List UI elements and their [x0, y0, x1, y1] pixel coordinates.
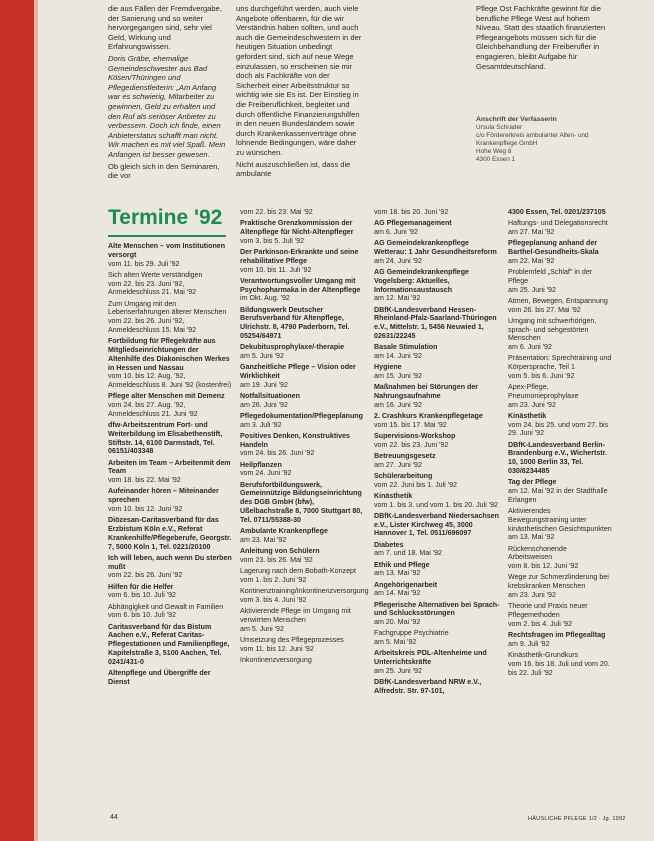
event-detail: Aktivierende Pflege im Umgang mit verwirrten Menschen [240, 606, 351, 624]
event-title: Ganzheitliche Pflege – Vision oder Wirklichkeit [240, 363, 356, 380]
event-title: AG Gemeindekrankenpflege Wetterau: 1 Jahr Gesundheitsreform [374, 239, 497, 256]
event-detail: am 25. Juni '92 [374, 666, 422, 675]
event-entry [508, 268, 612, 294]
event-title: Pflegerische Alternativen bei Sprach- und Schlucksstörungen [374, 600, 500, 618]
event-entry [240, 527, 366, 545]
termine-column-3 [374, 208, 500, 698]
event-entry [508, 354, 612, 380]
event-entry [240, 412, 366, 430]
event-entry [374, 452, 500, 470]
event-title: Ethik und Pflege [374, 560, 430, 569]
event-entry [508, 208, 612, 217]
article-column-1 [108, 4, 228, 183]
event-entry [108, 487, 232, 513]
event-detail: Haftungs- und Delegationsrecht [508, 219, 608, 228]
event-detail: am 25. Juni '92 [508, 285, 556, 294]
article-paragraph: Ob gleich sich in den Seminaren, die vor [108, 161, 220, 181]
event-detail: vom 22. bis 26. Juni '92, Anmeldeschluss 15. Mai '92 [108, 317, 197, 334]
event-title: Arbeiten im Team – Arbeitenmit dem Team [108, 458, 231, 476]
event-detail: vom 3. bis 4. Juni '92 [240, 595, 307, 604]
event-entry [240, 277, 366, 303]
event-detail: Theorie und Praxis neuer Pflegemethoden [508, 602, 588, 619]
address-line: c/o Fördererkreis ambulanter Alten- und Krankenpflege GmbH [476, 132, 589, 147]
event-title: Pflegeplanung anhand der Barthel-Gesundheits-Skala [508, 239, 599, 256]
event-detail: vom 22. bis 26. Juni '92 [108, 571, 183, 580]
event-detail: Inkontinenzversorgung [240, 655, 312, 664]
event-detail: vom 11. bis 29. Juli '92 [108, 259, 180, 268]
event-entry [240, 343, 366, 361]
event-entry [240, 636, 366, 654]
event-detail: am 23. Mai '92 [240, 535, 287, 544]
event-detail: vom 6. bis 10. Juli '92 [108, 611, 176, 620]
event-entry [240, 461, 366, 479]
event-title: Notfallsituationen [240, 391, 300, 400]
event-entry [374, 541, 500, 559]
event-entry [508, 507, 612, 542]
event-entry [374, 472, 500, 490]
event-detail: Umsetzung des Pflegeprozesses [240, 635, 344, 644]
event-entry [240, 547, 366, 565]
event-entry [374, 678, 500, 696]
event-title: Pflegedokumentation/Pflegeplanung [240, 411, 363, 420]
event-title: Tag der Pflege [508, 478, 557, 487]
event-title: Kinästhetik [374, 491, 413, 500]
event-title: AG Gemeindekrankenpflege Vogelsberg: Aktuelles, Informationsaustausch [374, 267, 470, 294]
event-detail: vom 2. bis 4. Juli '92 [508, 619, 573, 628]
event-detail: am 13. Mai '92 [508, 533, 555, 542]
event-entry [374, 412, 500, 430]
event-detail: am 20. Mai '92 [374, 618, 421, 627]
event-detail: vom 1. bis 3. und vom 1. bis 20. Juli '92 [374, 500, 498, 509]
event-detail: am 19. Juni '92 [240, 380, 288, 389]
event-detail: vom 10. bis 12. Aug. '92, Anmeldeschluss 8. Juni '92 (kostenfrei) [108, 372, 232, 390]
event-title: Diözesan-Caritasverband für das Erzbistum Köln e.V., Referat Krankenhilfe/Pflegeberufe, Georgstr. 7, 5000 Köln 1, Tel. 0221/20100 [108, 516, 232, 551]
event-detail: Sich alten Werte verständigen [108, 270, 203, 279]
event-title: Berufsfortbildungswerk, Gemeinnützige Bildungseinrichtung des DGB GmbH (bfw), Ußelbachstraße 8, 7000 Stuttgart 80, Tel. 0711/55388-30 [240, 480, 363, 524]
event-entry [374, 649, 500, 675]
event-title: 2. Crashkurs Krankenpflegetage [374, 411, 483, 420]
event-detail: vom 10. bis 11. Juli '92 [240, 265, 312, 274]
event-detail: Rückenschonende Arbeitsweisen [508, 544, 567, 562]
article-paragraph: Nicht auszuschließen ist, dass die ambulante [236, 159, 351, 179]
event-detail: vom 24. bis 26. Juni '92 [240, 449, 315, 458]
event-entry [108, 392, 232, 418]
event-entry [374, 363, 500, 381]
event-entry [240, 481, 366, 525]
event-entry [508, 412, 612, 438]
event-detail: am 23. Juni '92 [508, 590, 556, 599]
event-entry [108, 300, 232, 335]
event-detail: am 14. Mai '92 [374, 589, 421, 598]
event-detail: am 26. Juni '92 [240, 400, 288, 409]
event-detail: am 13. Mai '92 [374, 569, 421, 578]
event-entry [374, 492, 500, 510]
event-title: Ich will leben, auch wenn Du sterben mußt [108, 553, 232, 571]
event-detail: Problemfeld „Schlaf" in der Pflege [508, 267, 593, 285]
event-title: Angehörigenarbeit [374, 580, 438, 589]
event-entry [374, 208, 500, 217]
event-detail: vom 18. bis 20. Juni '92 [374, 208, 449, 216]
event-detail: am 23. Juni '92 [508, 400, 556, 409]
event-detail: am 7. und 18. Mai '92 [374, 549, 442, 558]
event-title: Bildungswerk Deutscher Berufsverband für Altenpflege, Ulrichstr. 8, 4790 Paderborn, Tel. 05254/64971 [240, 305, 350, 340]
event-title: Arbeitskreis PDL-Altenheime und Unterrichtskräfte [374, 649, 487, 667]
event-detail: am 5. Juni '92 [240, 624, 284, 633]
article-paragraph: Doris Gräbe, ehemalige Gemeindeschwester aus Bad Kösen/Thüringen und Pflegedienstleiterin: „Am Anfang war es schwierig, Mitarbeiter zu gewinnen, Geld zu erhalten und den Ruf als seriöser Anbieter zu verbessern. Doch ich finde, einen Anbieterstatus schafft man nicht. Wir machen es mit viel Spaß. Mein Anfangen ist besser gewesen. [108, 53, 226, 159]
event-detail: am 16. Juni '92 [374, 400, 422, 409]
event-detail: im Okt. Aug. '92 [240, 294, 290, 303]
event-entry [240, 248, 366, 274]
event-entry [240, 208, 366, 217]
event-detail: am 6. Juni '92 [374, 227, 418, 236]
event-title: 4300 Essen, Tel. 0201/237105 [508, 208, 606, 216]
event-detail: Präsentation: Sprechtraining und Körpersprache, Teil 1 [508, 354, 612, 372]
event-detail: Aktivierendes Bewegungstraining unter kinästhetischen Gesichtspunkten [508, 507, 612, 533]
page-number: 44 [110, 814, 118, 821]
event-entry [240, 586, 369, 605]
event-entry [108, 603, 232, 621]
event-detail: vom 26. bis 27. Mai '92 [508, 305, 581, 314]
event-detail: Fachgruppe Psychiatrie [374, 629, 449, 638]
event-detail: vom 15. bis 17. Mai '92 [374, 420, 447, 429]
event-title: DBfK-Landesverband NRW e.V., Alfredstr. Str. 97-101, [374, 678, 482, 695]
event-entry [508, 441, 612, 476]
event-entry [508, 478, 612, 504]
event-detail: vom 8. bis 12. Juni '92 [508, 562, 579, 571]
event-entry [374, 629, 500, 647]
author-address [476, 116, 608, 164]
author-address-lines [476, 124, 608, 164]
event-detail: Wege zur Schmerzlinderung bei krebskranken Menschen [508, 573, 609, 591]
event-title: DBfK-Landesverband Berlin-Brandenburg e.V., Wichertstr. 10, 1000 Berlin 33, Tel. 030/8234485 [508, 440, 608, 476]
event-detail: vom 22. bis 23. Juni '92, Anmeldeschluss 21. Mai '92 [108, 279, 197, 297]
event-title: Kinästhetik [508, 411, 547, 420]
event-entry [508, 383, 612, 409]
event-entry [508, 317, 612, 352]
event-detail: am 9. Juli '92 [508, 639, 550, 648]
event-title: Maßnahmen bei Störungen der Nahrungsaufnahme [374, 383, 479, 400]
event-entry [508, 297, 612, 315]
event-title: Alte Menschen – vom Institutionen versorgt [108, 242, 226, 259]
event-title: Praktische Grenzkommission der Altenpflege für Nicht-Altenpfleger [240, 219, 354, 236]
event-title: Basale Stimulation [374, 343, 438, 352]
event-title: DBfK-Landesverband Hessen-Rheinland-Pfalz-Saarland-Thüringen e.V., Mittelstr. 1, 5456 Neuwied 1, 02631/22245 [374, 305, 497, 340]
event-detail: am 5. Mai '92 [374, 638, 417, 647]
event-title: Supervisions-Workshop [374, 431, 456, 440]
event-detail: vom 1. bis 2. Juni '92 [240, 575, 307, 584]
event-title: Anleitung von Schülern [240, 546, 320, 555]
event-entry [374, 512, 500, 538]
event-title: Diabetes [374, 540, 404, 549]
event-entry [240, 567, 366, 585]
event-detail: vom 6. bis 10. Juli '92 [108, 591, 176, 600]
event-entry [108, 271, 232, 297]
event-detail: vom 11. bis 12. Juni '92 [240, 644, 314, 653]
event-entry [240, 392, 366, 410]
event-detail: am 14. Juni '92 [374, 351, 422, 360]
address-line: Hohe Weg 8 [476, 148, 512, 155]
event-detail: vom 22. Juni bis 1. Juli '92 [374, 480, 457, 489]
event-entry [508, 602, 612, 628]
title-rule [108, 235, 226, 237]
event-detail: am 27. Juni '92 [374, 460, 422, 469]
event-entry [108, 242, 232, 268]
event-detail: Kontinenztraining/Inkontinenzversorgung [240, 586, 369, 595]
event-entry [240, 656, 366, 665]
event-detail: vom 5. bis 6. Juni '92 [508, 371, 575, 380]
event-entry [108, 459, 232, 485]
event-entry [374, 268, 500, 303]
event-detail: Zum Umgang mit den Lebenserfahrungen älterer Menschen [108, 299, 227, 317]
red-binding-strip [0, 0, 34, 841]
termine-column-1 [108, 242, 232, 689]
event-entry [108, 669, 232, 687]
event-entry [108, 421, 232, 456]
event-detail: am 15. Juni '92 [374, 371, 422, 380]
address-line: 4300 Essen 1 [476, 156, 516, 163]
event-title: Dekubitusprophylaxe/-therapie [240, 343, 345, 352]
termine-column-4 [508, 208, 612, 680]
event-detail: Lagerung nach dem Bobath-Konzept [240, 566, 356, 575]
event-detail: Atmen, Bewegen, Entspannung [508, 296, 608, 305]
event-detail: am 6. Juni '92 [508, 343, 552, 352]
event-detail: vom 22. bis 23. Mai '92 [240, 208, 313, 216]
event-title: Pflege alter Menschen mit Demenz [108, 392, 225, 401]
author-address-heading: Anschrift der Verfasserin [476, 116, 557, 123]
article-paragraph: die aus Fällen der Fremdvergabe, der Sanierung und so weiter hervorgegangen sind, sehr viel Geld, Wirkung und Erfahrungswissen. [108, 4, 222, 52]
event-title: DBfK-Landesverband Niedersachsen e.V., Lister Kirchweg 45, 3000 Hannover 1, Tel. 0511/696097 [374, 511, 499, 538]
event-entry [508, 239, 612, 265]
event-detail: vom 3. bis 5. Juli '92 [240, 236, 305, 245]
event-entry [374, 581, 500, 599]
journal-footer: HÄUSLICHE PFLEGE 1/2 · Jg. 1992 [528, 816, 626, 822]
event-title: Altenpflege und Übergriffe der Dienst [108, 668, 211, 686]
event-title: Schülerarbeitung [374, 471, 433, 480]
event-detail: am 12. Mai '92 [374, 294, 421, 303]
event-title: Betreuungsgesetz [374, 451, 436, 460]
event-detail: vom 24. bis 25. und vom 27. bis 29. Juni '92 [508, 420, 609, 438]
event-detail: vom 18. bis 22. Mai '92 [108, 476, 181, 485]
event-detail: vom 16. bis 18. Juli und vom 20. bis 22. Juli '92 [508, 659, 610, 677]
event-title: Verantwortungsvoller Umgang mit Psychopharmaka in der Altenpflege [240, 276, 361, 294]
event-entry [108, 554, 232, 580]
event-entry [508, 651, 612, 677]
event-entry [508, 219, 612, 237]
event-detail: vom 24. Juni '92 [240, 469, 292, 478]
event-entry [374, 306, 500, 341]
event-entry [374, 561, 500, 579]
event-detail: am 5. Juni '92 [240, 351, 284, 360]
event-title: Caritasverband für das Bistum Aachen e.V., Referat Caritas-Pflegestationen und Familienpflege, Kapitelstraße 3, 5100 Aachen, Tel. 0241/431-0 [108, 622, 230, 666]
event-detail: am 22. Mai '92 [508, 256, 555, 265]
event-title: dfw-Arbeitszentrum Fort- und Weiterbildung im Elisabethenstift, Stiftstr. 14, 6100 Darmstadt, Tel. 06151/403348 [108, 421, 223, 456]
event-detail: Kinästhetik-Grundkurs [508, 650, 579, 659]
event-detail: am 3. Juli '92 [240, 420, 282, 429]
event-detail: vom 22. bis 23. Juni '92 [374, 440, 449, 449]
event-entry [374, 219, 500, 237]
article-paragraph: uns durchgeführt werden, auch viele Angebote offenbaren, für die wir Verständnis haben sollten, und auch auch die Gemeindeschwestern in der heutigen Situation unbedingt gefordert sind, sich auf neue Wege einzulassen, so erscheinen sie mir doch als Fachkräfte von der Sicherheit einer Arbeitsstruktur so wichtig wie sie Es ist. Der Einstieg in die Freiberuflichkeit, begleitet und durch öffentliche Finanzierungshilfen in den neuen Bundesländern sowie durch Krankenkassenverträge ohne lohnende Bedingungen, wäre daher zu wünschen. [236, 4, 362, 157]
section-title: Termine '92 [108, 206, 223, 229]
event-detail: vom 23. bis 26. Mai '92 [240, 555, 313, 564]
event-entry [240, 363, 366, 389]
event-entry [240, 432, 366, 458]
event-title: Hilfen für die Helfer [108, 582, 174, 591]
event-entry [240, 607, 366, 633]
event-entry [240, 219, 366, 245]
event-detail: am 12. Mai '92 in der Stadthalle Erlangen [508, 487, 608, 504]
event-title: Aufeinander hören – Miteinander sprechen [108, 487, 219, 505]
event-detail: am 24. Juni '92 [374, 256, 422, 265]
event-entry [108, 583, 232, 601]
event-entry [108, 623, 232, 667]
event-entry [108, 337, 232, 390]
event-detail: Umgang mit schwerhörigen, sprach- und sehgestörten Menschen [508, 316, 597, 343]
termine-column-2 [240, 208, 369, 667]
event-entry [374, 383, 500, 409]
event-title: Positives Denken, Konstruktives Handeln [240, 431, 350, 449]
article-column-3 [476, 4, 608, 73]
event-title: Hygiene [374, 363, 402, 372]
article-paragraph: Pflege Ost Fachkräfte gewinnt für die berufliche Pflege West auf hohem Niveau. Statt des staatlich finanzierten Pflegeangebots müssen sich für die Gleichbehandlung der Freiberufler in engagieren, bleibt Aufgabe für Gesamtdeutschland. [476, 4, 606, 71]
event-title: Fortbildung für Pflegekräfte aus Mitgliedseinrichtungen der Altenhilfe des Diakonischen Werkes in Hessen und Nassau [108, 337, 230, 372]
event-title: Rechtsfragen im Pflegealltag [508, 630, 606, 639]
address-line: Ursula Schrader [476, 124, 523, 131]
event-entry [240, 306, 366, 341]
event-entry [374, 601, 500, 627]
article-column-2 [236, 4, 364, 181]
event-detail: vom 10. bis 12. Juni '92 [108, 505, 183, 514]
event-entry [374, 239, 500, 265]
event-title: Heilpflanzen [240, 460, 282, 469]
event-detail: Apex-Pflege, Pneumonieprophylaxe [508, 383, 579, 400]
event-entry [508, 573, 612, 599]
event-title: AG Pflegemanagement [374, 219, 452, 228]
event-entry [508, 631, 612, 649]
event-detail: Abhängigkeit und Gewalt in Familien [108, 602, 224, 611]
event-title: Ambulante Krankenpflege [240, 526, 328, 535]
event-entry [108, 516, 232, 551]
event-title: Der Parkinson-Erkrankte und seine rehabilitative Pflege [240, 247, 359, 265]
event-entry [374, 343, 500, 361]
event-entry [508, 545, 612, 571]
event-detail: am 27. Mai '92 [508, 227, 555, 236]
event-entry [374, 432, 500, 450]
event-detail: vom 24. bis 27. Aug. '92, Anmeldeschluss 21. Juni '92 [108, 401, 198, 418]
